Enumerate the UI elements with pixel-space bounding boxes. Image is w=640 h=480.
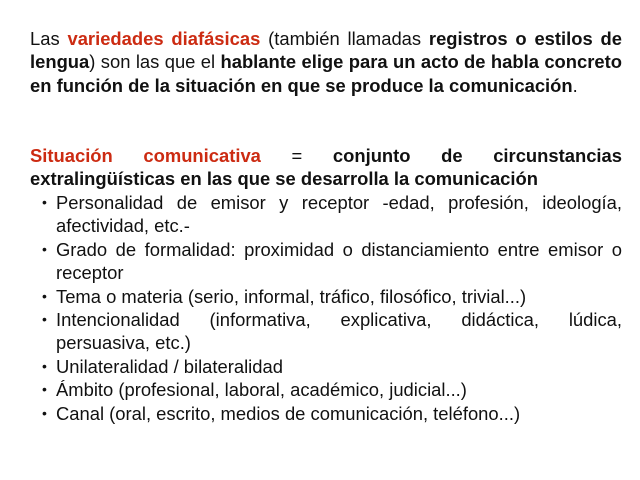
circumstances-list bbox=[40, 191, 622, 425]
bullet-icon: • bbox=[42, 311, 47, 328]
definition-emphasis: hablante elige para un acto de habla concreto en función de la situación en que se produce la comunicación bbox=[30, 51, 622, 96]
list-item bbox=[40, 285, 622, 308]
text-run: ) son las que el bbox=[89, 51, 221, 73]
list-item-text: Intencionalidad (informativa, explicativa, didáctica, lúdica, persuasiva, etc.) bbox=[56, 309, 622, 354]
term-variedades-diafasicas: variedades diafásicas bbox=[67, 28, 261, 49]
list-item-text: Unilateralidad / bilateralidad bbox=[56, 355, 283, 377]
situation-definition: conjunto de circunstancias extralingüísticas en las que se desarrolla la comunicación bbox=[30, 145, 622, 190]
bullet-icon: • bbox=[42, 381, 47, 398]
list-item-text: Ámbito (profesional, laboral, académico, judicial...) bbox=[56, 379, 467, 401]
bullet-icon: • bbox=[42, 240, 47, 257]
list-item-text: Personalidad de emisor y receptor -edad, profesión, ideología, afectividad, etc.- bbox=[56, 192, 622, 237]
term-situacion-comunicativa: Situación comunicativa bbox=[30, 145, 261, 166]
situation-paragraph bbox=[30, 144, 622, 191]
bullet-icon: • bbox=[42, 357, 47, 374]
list-item bbox=[40, 191, 622, 238]
definition-paragraph bbox=[30, 27, 622, 97]
term-registros: registros o estilos de lengua bbox=[30, 28, 622, 73]
bullet-icon: • bbox=[42, 404, 47, 421]
list-item-text: Canal (oral, escrito, medios de comunicación, teléfono...) bbox=[56, 402, 521, 424]
list-item bbox=[40, 402, 622, 425]
text-run: . bbox=[572, 74, 578, 96]
text-run: Las bbox=[30, 28, 68, 49]
equals-sign: = bbox=[260, 145, 333, 166]
bullet-icon: • bbox=[42, 287, 47, 304]
list-item-text: Grado de formalidad: proximidad o distanciamiento entre emisor o receptor bbox=[56, 238, 622, 284]
text-run: (también llamadas bbox=[260, 28, 429, 49]
bullet-icon: • bbox=[42, 194, 47, 210]
list-item bbox=[40, 308, 622, 355]
list-item bbox=[40, 355, 622, 378]
list-item bbox=[40, 238, 622, 285]
list-item bbox=[40, 378, 622, 401]
list-item-text: Tema o materia (serio, informal, tráfico, filosófico, trivial...) bbox=[56, 285, 527, 307]
